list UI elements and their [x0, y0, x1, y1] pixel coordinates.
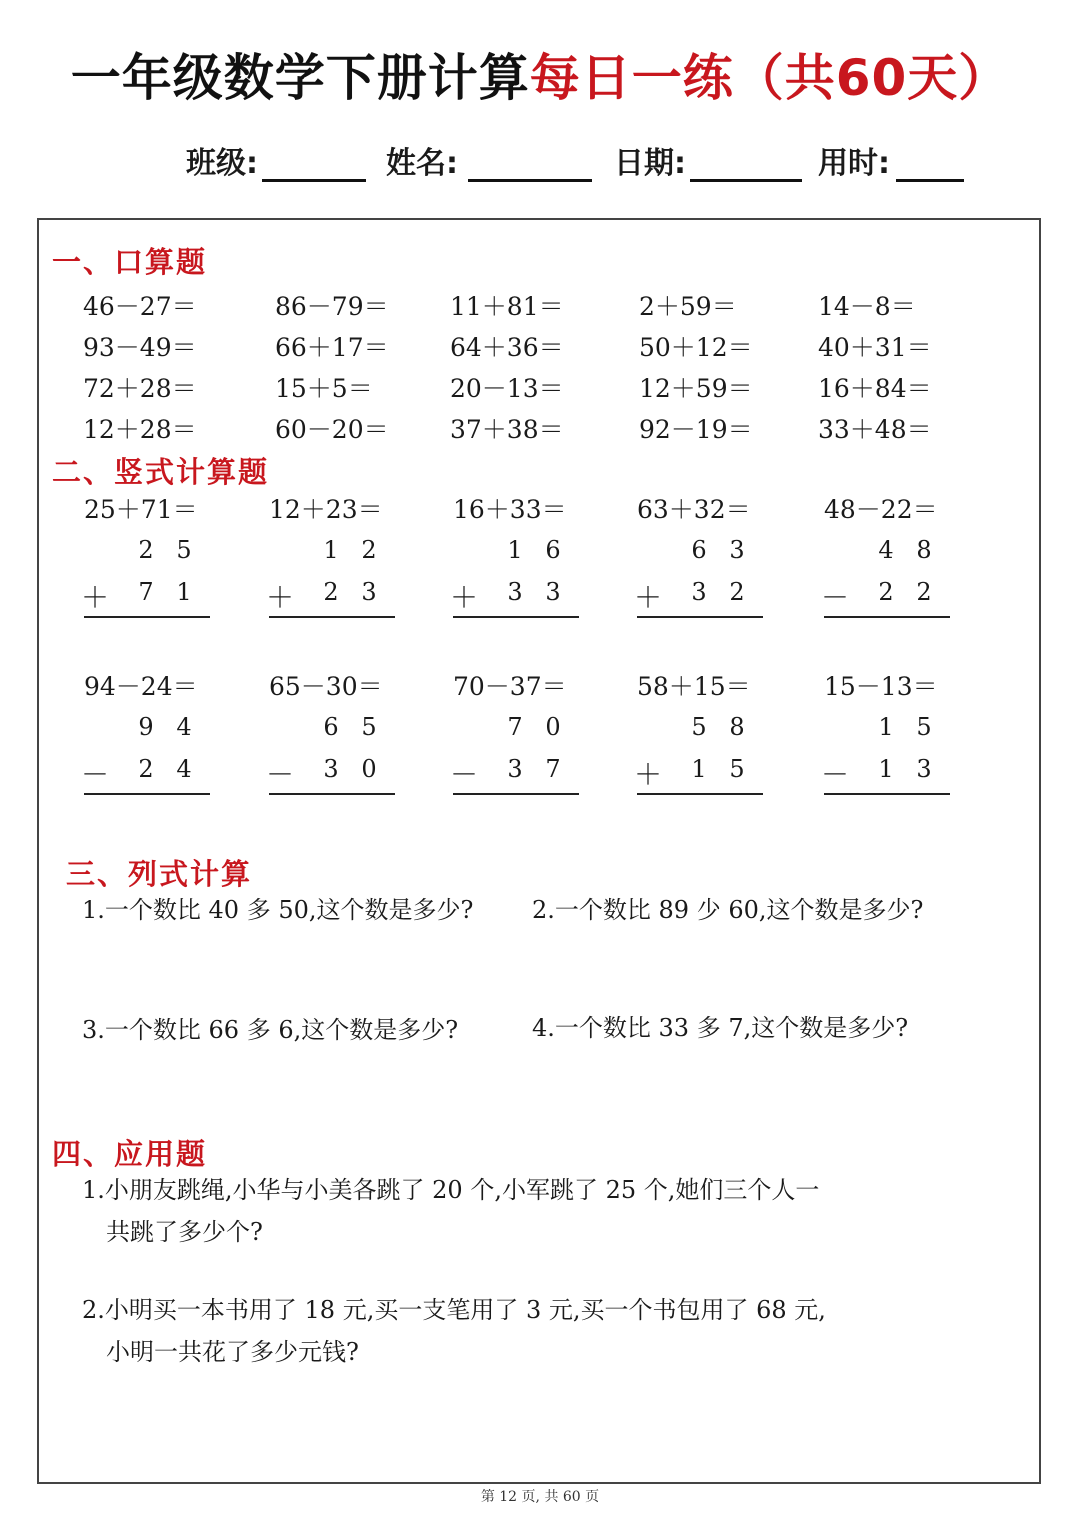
student-info-row: [0, 138, 1080, 188]
class-field: [186, 138, 366, 182]
vertical-problem-equation: 12＋23＝: [269, 495, 383, 524]
operator-sign: ＋: [449, 581, 478, 614]
oral-problem: 12＋59＝: [639, 374, 753, 403]
top-digit-ones: 8: [916, 536, 932, 564]
section-vertical-title: 二、竖式计算题: [52, 455, 270, 489]
vertical-problem-equation: 15－13＝: [824, 672, 938, 701]
name-field: [386, 138, 592, 182]
bottom-digit-tens: 3: [507, 578, 523, 606]
word-problem-line: 1.小朋友跳绳,小华与小美各跳了 20 个,小军跳了 25 个,她们三个人一: [82, 1176, 820, 1204]
operator-sign: －: [820, 758, 849, 791]
operator-sign: －: [80, 758, 109, 791]
answer-line: [824, 793, 950, 795]
operator-sign: －: [820, 581, 849, 614]
date-field: [614, 138, 802, 182]
bottom-digit-tens: 3: [691, 578, 707, 606]
oral-problem: 60－20＝: [275, 415, 389, 444]
time-blank[interactable]: [896, 145, 964, 182]
oral-problem: 93－49＝: [83, 333, 197, 362]
top-digit-ones: 6: [545, 536, 561, 564]
time-field: [818, 138, 964, 182]
oral-problem: 33＋48＝: [818, 415, 932, 444]
top-digit-tens: 4: [878, 536, 894, 564]
answer-line: [824, 616, 950, 618]
vertical-calculation: [265, 713, 399, 803]
vertical-calculation: [449, 713, 583, 803]
vertical-problem-equation: 65－30＝: [269, 672, 383, 701]
word-problem-line: 2.小明买一本书用了 18 元,买一支笔用了 3 元,买一个书包用了 68 元,: [82, 1296, 826, 1324]
answer-line: [637, 793, 763, 795]
oral-problem: 40＋31＝: [818, 333, 932, 362]
answer-line: [84, 616, 210, 618]
vertical-problem-equation: 94－24＝: [84, 672, 198, 701]
vertical-calculation: [820, 536, 954, 626]
date-blank[interactable]: [690, 145, 802, 182]
vertical-calculation: [80, 536, 214, 626]
bottom-digit-ones: 3: [916, 755, 932, 783]
bottom-digit-tens: 3: [507, 755, 523, 783]
time-label: 用时:: [818, 146, 890, 181]
vertical-calculation: [820, 713, 954, 803]
oral-problem: 50＋12＝: [639, 333, 753, 362]
oral-problem: 12＋28＝: [83, 415, 197, 444]
word-problem-line: 共跳了多少个?: [106, 1218, 263, 1246]
bottom-digit-ones: 0: [361, 755, 377, 783]
oral-problem: 11＋81＝: [450, 292, 564, 321]
top-digit-ones: 5: [176, 536, 192, 564]
oral-problem: 86－79＝: [275, 292, 389, 321]
equation-question: 4.一个数比 33 多 7,这个数是多少?: [532, 1014, 909, 1042]
operator-sign: ＋: [80, 581, 109, 614]
operator-sign: ＋: [633, 581, 662, 614]
top-digit-tens: 5: [691, 713, 707, 741]
section-equation-title: 三、列式计算: [66, 857, 253, 891]
class-blank[interactable]: [262, 145, 366, 182]
date-label: 日期:: [614, 146, 686, 181]
equation-question: 3.一个数比 66 多 6,这个数是多少?: [82, 1016, 459, 1044]
bottom-digit-ones: 4: [176, 755, 192, 783]
bottom-digit-ones: 3: [361, 578, 377, 606]
top-digit-tens: 1: [878, 713, 894, 741]
answer-line: [453, 616, 579, 618]
bottom-digit-tens: 1: [691, 755, 707, 783]
oral-problem: 37＋38＝: [450, 415, 564, 444]
word-problem-line: 小明一共花了多少元钱?: [106, 1338, 359, 1366]
name-blank[interactable]: [468, 145, 592, 182]
oral-problem: 15＋5＝: [275, 374, 373, 403]
top-digit-tens: 9: [138, 713, 154, 741]
top-digit-ones: 4: [176, 713, 192, 741]
section-word-title: 四、应用题: [52, 1137, 208, 1171]
top-digit-tens: 1: [507, 536, 523, 564]
bottom-digit-tens: 2: [138, 755, 154, 783]
top-digit-tens: 6: [323, 713, 339, 741]
vertical-problem-equation: 63＋32＝: [637, 495, 751, 524]
top-digit-tens: 7: [507, 713, 523, 741]
vertical-calculation: [80, 713, 214, 803]
operator-sign: ＋: [633, 758, 662, 791]
vertical-problem-equation: 48－22＝: [824, 495, 938, 524]
operator-sign: －: [449, 758, 478, 791]
bottom-digit-ones: 5: [729, 755, 745, 783]
vertical-problem-equation: 70－37＝: [453, 672, 567, 701]
vertical-calculation: [265, 536, 399, 626]
vertical-calculation: [633, 713, 767, 803]
top-digit-ones: 0: [545, 713, 561, 741]
oral-problem: 92－19＝: [639, 415, 753, 444]
bottom-digit-tens: 2: [878, 578, 894, 606]
answer-line: [269, 616, 395, 618]
bottom-digit-ones: 1: [176, 578, 192, 606]
page-title: [0, 38, 1080, 110]
bottom-digit-tens: 2: [323, 578, 339, 606]
top-digit-ones: 5: [361, 713, 377, 741]
oral-problem: 64＋36＝: [450, 333, 564, 362]
vertical-calculation: [633, 536, 767, 626]
equation-question: 1.一个数比 40 多 50,这个数是多少?: [82, 896, 474, 924]
answer-line: [637, 616, 763, 618]
bottom-digit-ones: 2: [916, 578, 932, 606]
oral-problem: 20－13＝: [450, 374, 564, 403]
oral-problem: 2＋59＝: [639, 292, 737, 321]
bottom-digit-ones: 7: [545, 755, 561, 783]
top-digit-ones: 3: [729, 536, 745, 564]
oral-problem: 46－27＝: [83, 292, 197, 321]
name-label: 姓名:: [386, 146, 458, 181]
class-label: 班级:: [186, 146, 258, 181]
title-highlight: 每日一练（共60天）: [529, 49, 1010, 107]
operator-sign: ＋: [265, 581, 294, 614]
top-digit-ones: 2: [361, 536, 377, 564]
vertical-problem-equation: 25＋71＝: [84, 495, 198, 524]
equation-question: 2.一个数比 89 少 60,这个数是多少?: [532, 896, 924, 924]
page-footer: 第 12 页, 共 60 页: [480, 1489, 600, 1505]
vertical-problem-equation: 58＋15＝: [637, 672, 751, 701]
vertical-calculation: [449, 536, 583, 626]
top-digit-tens: 2: [138, 536, 154, 564]
bottom-digit-ones: 2: [729, 578, 745, 606]
top-digit-ones: 8: [729, 713, 745, 741]
bottom-digit-tens: 7: [138, 578, 154, 606]
answer-line: [269, 793, 395, 795]
top-digit-ones: 5: [916, 713, 932, 741]
top-digit-tens: 1: [323, 536, 339, 564]
section-oral-title: 一、口算题: [52, 245, 208, 279]
vertical-problem-equation: 16＋33＝: [453, 495, 567, 524]
title-main: 一年级数学下册计算: [70, 49, 530, 107]
bottom-digit-tens: 1: [878, 755, 894, 783]
bottom-digit-ones: 3: [545, 578, 561, 606]
answer-line: [453, 793, 579, 795]
oral-problem: 16＋84＝: [818, 374, 932, 403]
oral-problem: 66＋17＝: [275, 333, 389, 362]
oral-problem: 72＋28＝: [83, 374, 197, 403]
top-digit-tens: 6: [691, 536, 707, 564]
operator-sign: －: [265, 758, 294, 791]
bottom-digit-tens: 3: [323, 755, 339, 783]
answer-line: [84, 793, 210, 795]
oral-problem: 14－8＝: [818, 292, 916, 321]
